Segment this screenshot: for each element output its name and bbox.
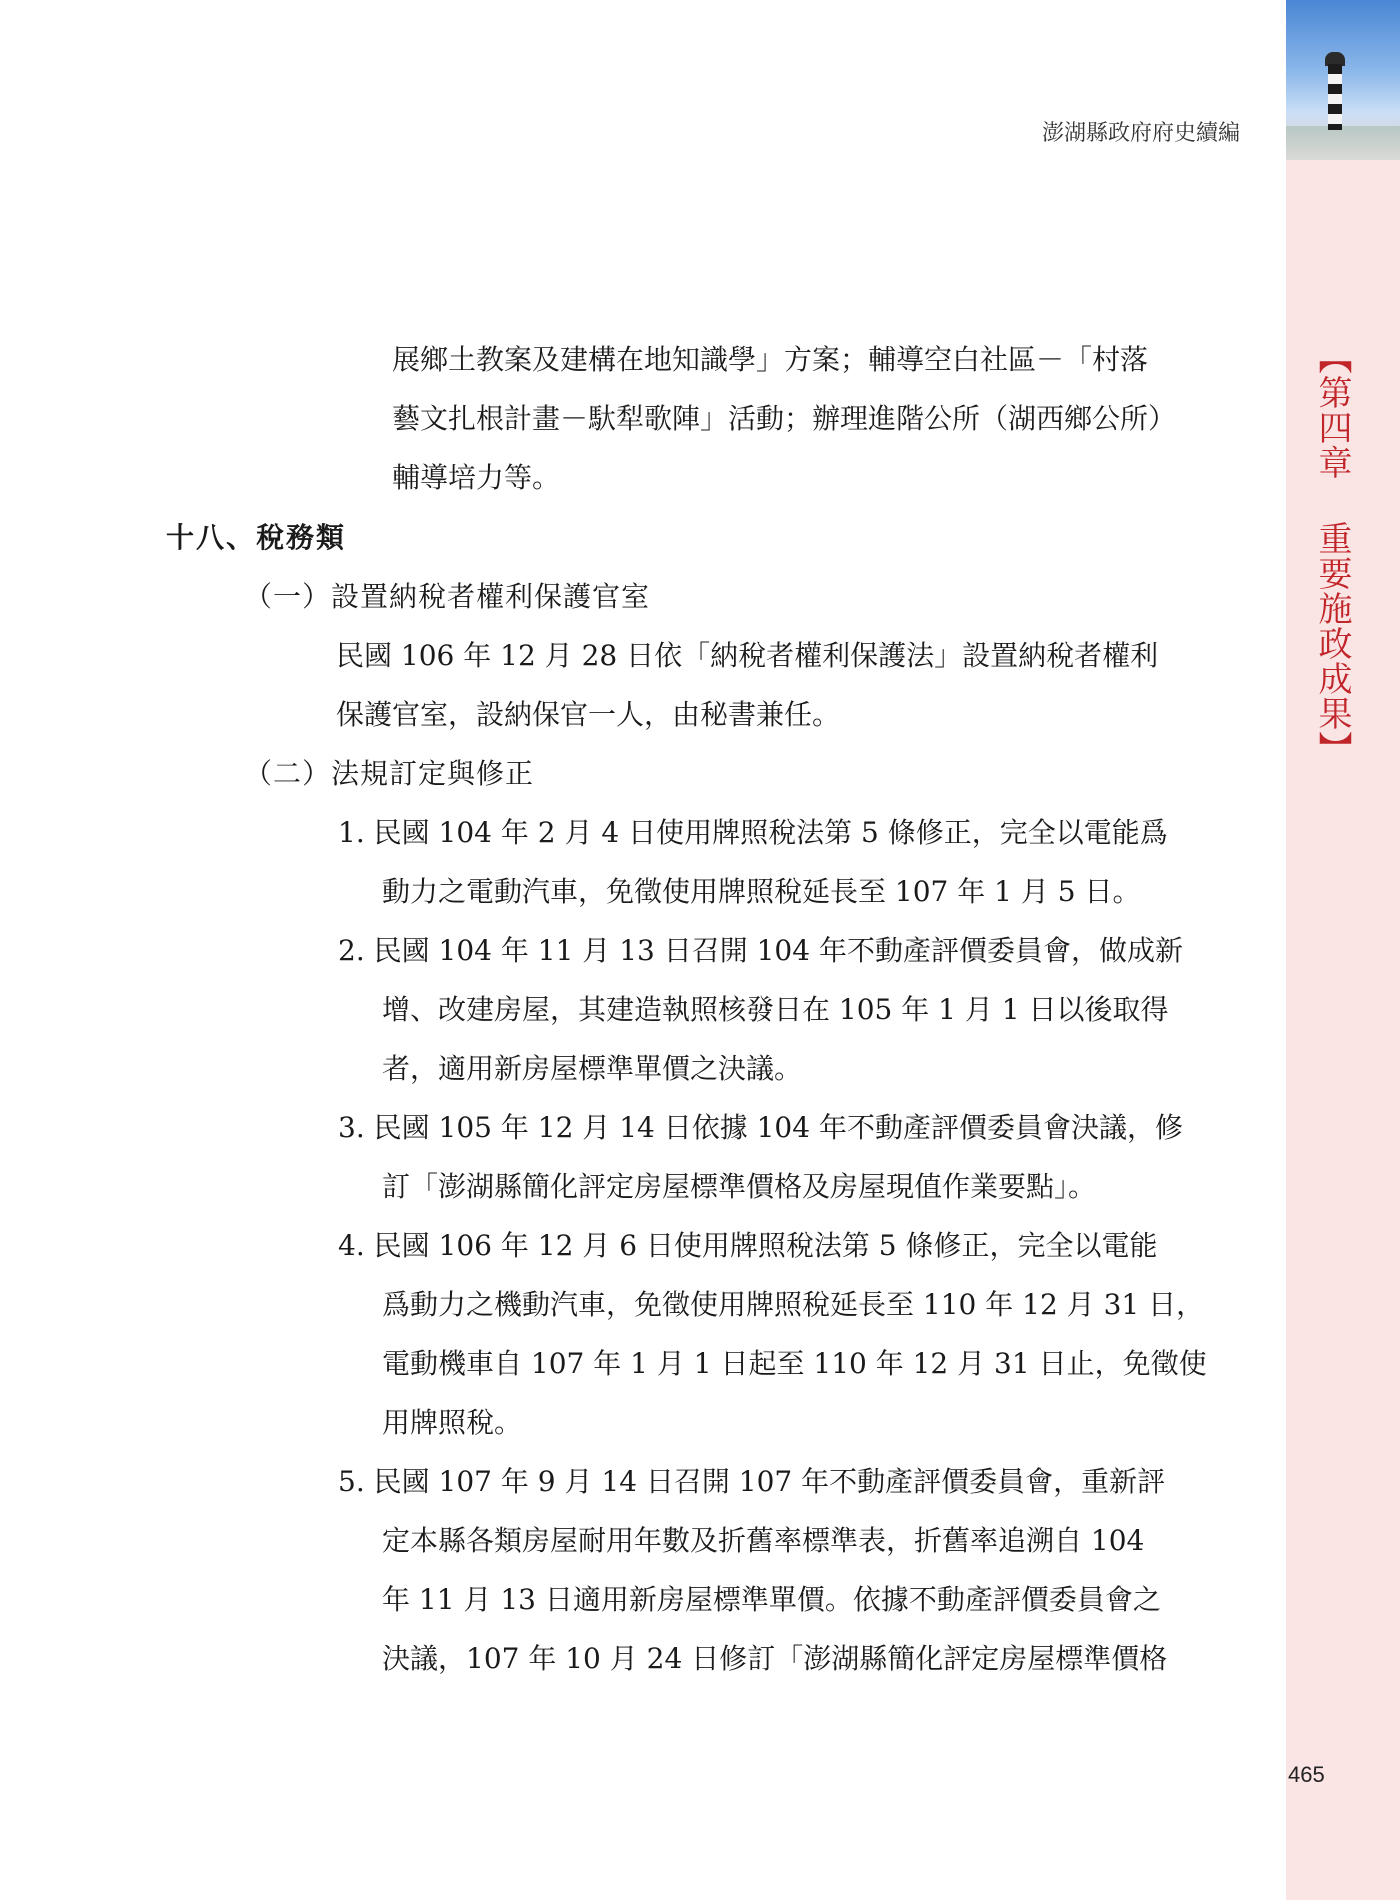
text-line: 者，適用新房屋標準單價之決議。: [382, 1052, 803, 1085]
text-line: 決議，107 年 10 月 24 日修訂「澎湖縣簡化評定房屋標準價格: [382, 1642, 1168, 1675]
text-line: 保護官室，設納保官一人，由秘書兼任。: [336, 698, 841, 731]
text-line: 動力之電動汽車，免徵使用牌照稅延長至 107 年 1 月 5 日。: [382, 875, 1141, 908]
list-item: 5. 民國 107 年 9 月 14 日召開 107 年不動產評價委員會，重新評: [338, 1465, 1166, 1498]
subsection-heading: （一）設置納稅者權利保護官室: [244, 580, 651, 613]
page-number: 465: [1288, 1762, 1325, 1787]
ground-shape: [1286, 126, 1400, 160]
list-item: 1. 民國 104 年 2 月 4 日使用牌照稅法第 5 條修正，完全以電能爲: [338, 816, 1168, 849]
lighthouse-icon: [1328, 64, 1342, 130]
list-item: 4. 民國 106 年 12 月 6 日使用牌照稅法第 5 條修正，完全以電能: [338, 1229, 1158, 1262]
list-item: 2. 民國 104 年 11 月 13 日召開 104 年不動產評價委員會，做成新: [338, 934, 1183, 967]
lighthouse-photo: [1286, 0, 1400, 160]
text-line: 定本縣各類房屋耐用年數及折舊率標準表，折舊率追溯自 104: [382, 1524, 1145, 1557]
chapter-tab: 【第四章 重要施政成果】: [1312, 340, 1352, 766]
text-line: 年 11 月 13 日適用新房屋標準單價。依據不動產評價委員會之: [382, 1583, 1161, 1616]
text-line: 訂「澎湖縣簡化評定房屋標準價格及房屋現值作業要點」。: [382, 1170, 1097, 1203]
text-line: 民國 106 年 12 月 28 日依「納稅者權利保護法」設置納稅者權利: [336, 639, 1159, 672]
side-band: [1286, 0, 1400, 1900]
text-line: 展鄉土教案及建構在地知識學」方案；輔導空白社區－「村落: [392, 343, 1149, 376]
list-item: 3. 民國 105 年 12 月 14 日依據 104 年不動產評價委員會決議，修: [338, 1111, 1183, 1144]
text-line: 用牌照稅。: [382, 1406, 523, 1439]
text-line: 輔導培力等。: [392, 461, 561, 494]
section-heading: 十八、稅務類: [166, 521, 347, 554]
subsection-heading: （二）法規訂定與修正: [244, 757, 535, 790]
text-line: 藝文扎根計畫－馱犁歌陣」活動；辦理進階公所（湖西鄉公所）: [392, 402, 1177, 435]
text-line: 增、改建房屋，其建造執照核發日在 105 年 1 月 1 日以後取得: [382, 993, 1169, 1026]
running-header: 澎湖縣政府府史續編: [1041, 121, 1240, 146]
text-line: 爲動力之機動汽車，免徵使用牌照稅延長至 110 年 12 月 31 日，: [382, 1288, 1205, 1321]
text-line: 電動機車自 107 年 1 月 1 日起至 110 年 12 月 31 日止，免徵使: [382, 1347, 1207, 1380]
